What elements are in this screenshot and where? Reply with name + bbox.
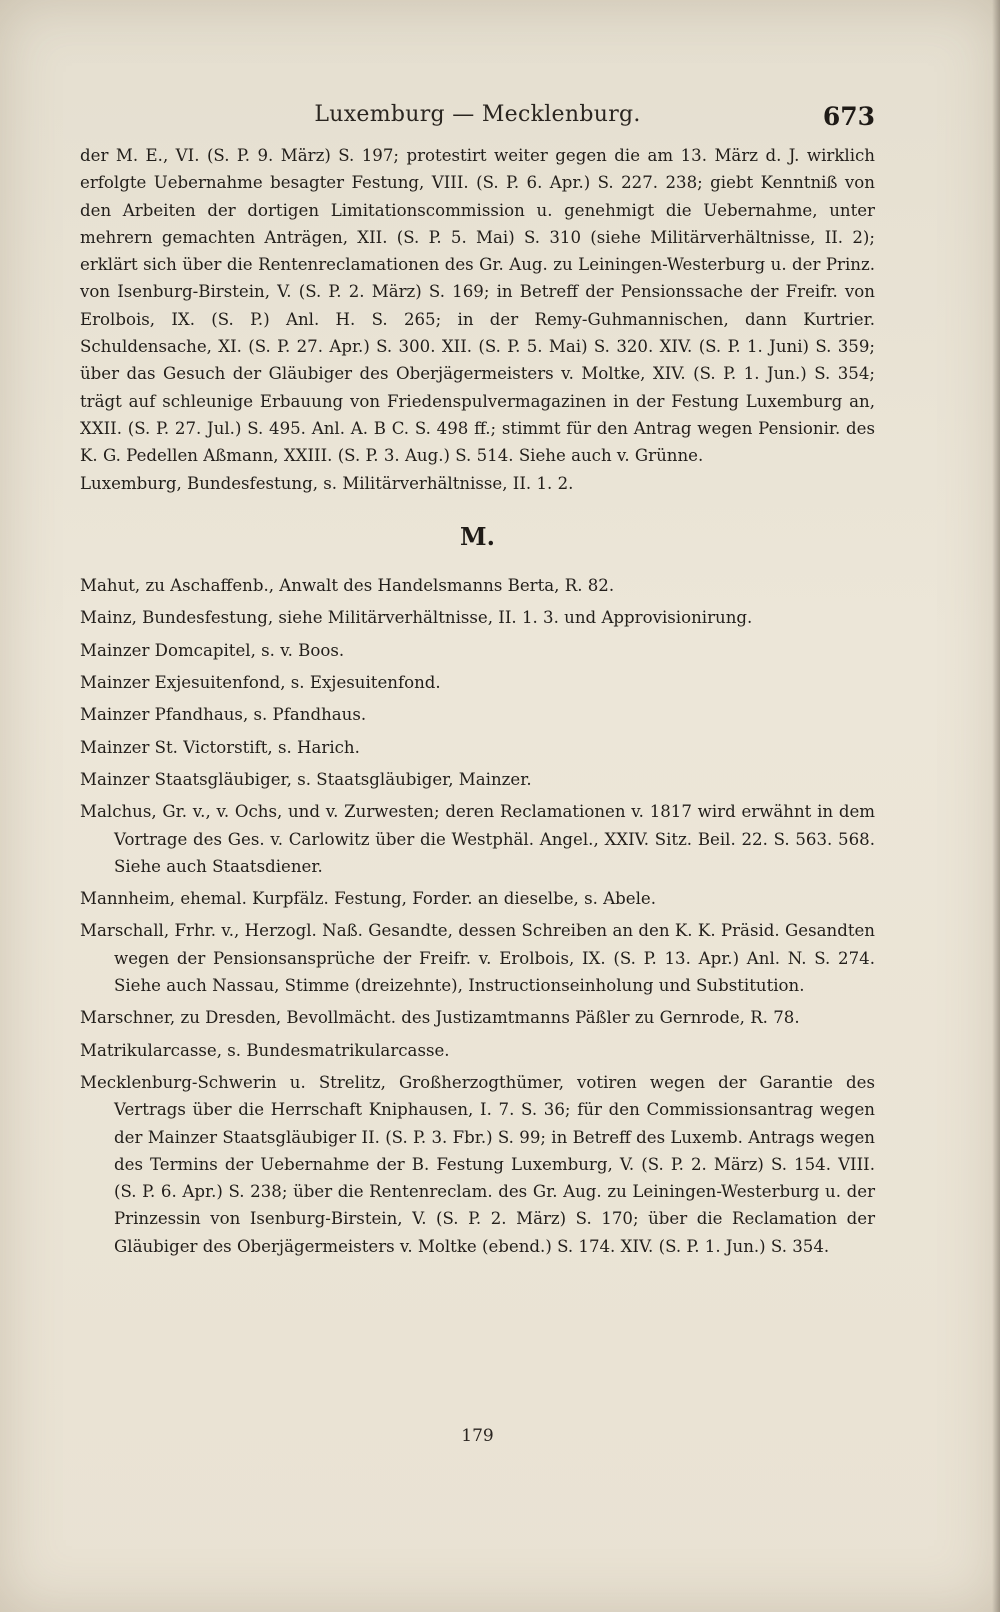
- index-entry: Mainzer Exjesuitenfond, s. Exjesuitenfond.: [80, 673, 441, 693]
- index-entry: Mainzer Domcapitel, s. v. Boos.: [80, 640, 345, 660]
- index-entry: Marschall, Frhr. v., Herzogl. Naß. Gesandte, dessen Schreiben an den K. K. Präsid. Gesandten wegen der Pensionsansprüche der Freifr. v. Erolbois, IX. (S. P. 13. Apr.) Anl. N. S. 274. Siehe auch Nassau, Stimme (dreizehnte), Instructionseinholung und Substitution.: [80, 921, 875, 996]
- index-entry: Mainzer St. Victorstift, s. Harich.: [80, 737, 360, 757]
- index-entry: Malchus, Gr. v., v. Ochs, und v. Zurwesten; deren Reclamationen v. 1817 wird erwähnt in dem Vortrage des Ges. v. Carlowitz über die Westphäl. Angel., XXIV. Sitz. Beil. 22. S. 563. 568. Siehe auch Staatsdiener.: [80, 802, 875, 876]
- section-letter: M.: [460, 521, 495, 551]
- index-body: [80, 142, 875, 1260]
- page-header: [80, 98, 875, 138]
- running-title: Luxemburg — Mecklenburg.: [314, 102, 641, 127]
- index-entry: Mainzer Staatsgläubiger, s. Staatsgläubiger, Mainzer.: [80, 769, 532, 789]
- index-entry: Matrikularcasse, s. Bundesmatrikularcasse.: [80, 1040, 450, 1060]
- index-entry-luxemburg: Luxemburg, Bundesfestung, s. Militärverhältnisse, II. 1. 2.: [80, 473, 574, 493]
- continuation-entry: der M. E., VI. (S. P. 9. März) S. 197; protestirt weiter gegen die am 13. März d. J. wirklich erfolgte Uebernahme besagter Festung, VIII. (S. P. 6. Apr.) S. 227. 238; giebt Kenntniß von den Arbeiten der dortigen Limitationscommission u. genehmigt die Uebernahme, unter mehrern gemachten Anträgen, XII. (S. P. 5. Mai) S. 310 (siehe Militärverhältnisse, II. 2); erklärt sich über die Rentenreclamationen des Gr. Aug. zu Leiningen-Westerburg u. der Prinz. von Isenburg-Birstein, V. (S. P. 2. März) S. 169; in Betreff der Pensionssache der Freifr. von Erolbois, IX. (S. P.) Anl. H. S. 265; in der Remy-Guhmannischen, dann Kurtrier. Schuldensache, XI. (S. P. 27. Apr.) S. 300. XII. (S. P. 5. Mai) S. 320. XIV. (S. P. 1. Juni) S. 359; über das Gesuch der Gläubiger des Oberjägermeisters v. Moltke, XIV. (S. P. 1. Jun.) S. 354; trägt auf schleunige Erbauung von Friedenspulvermagazinen in der Festung Luxemburg an, XXII. (S. P. 27. Jul.) S. 495. Anl. A. B C. S. 498 ff.; stimmt für den Antrag wegen Pensionir. des K. G. Pedellen Aßmann, XXIII. (S. P. 3. Aug.) S. 514. Siehe auch v. Grünne.: [80, 146, 875, 466]
- index-entry: Mecklenburg-Schwerin u. Strelitz, Großherzogthümer, votiren wegen der Garantie des Vertrags über die Herrschaft Kniphausen, I. 7. S. 36; für den Commissionsantrag wegen der Mainzer Staatsgläubiger II. (S. P. 3. Fbr.) S. 99; in Betreff des Luxemb. Antrags wegen des Termins der Uebernahme der B. Festung Luxemburg, V. (S. P. 2. März) S. 154. VIII. (S. P. 6. Apr.) S. 238; über die Rentenreclam. des Gr. Aug. zu Leiningen-Westerburg u. der Prinzessin von Isenburg-Birstein, V. (S. P. 2. März) S. 170; über die Reclamation der Gläubiger des Oberjägermeisters v. Moltke (ebend.) S. 174. XIV. (S. P. 1. Jun.) S. 354.: [80, 1072, 875, 1256]
- index-entry: Marschner, zu Dresden, Bevollmächt. des Justizamtmanns Päßler zu Gernrode, R. 78.: [80, 1008, 800, 1028]
- page-number: 673: [822, 102, 875, 131]
- index-entry: Mainz, Bundesfestung, siehe Militärverhältnisse, II. 1. 3. und Approvisionirung.: [80, 608, 753, 628]
- signature-mark: 179: [461, 1426, 494, 1446]
- index-entry: Mannheim, ehemal. Kurpfälz. Festung, Forder. an dieselbe, s. Abele.: [80, 889, 656, 909]
- index-entry: Mahut, zu Aschaffenb., Anwalt des Handelsmanns Berta, R. 82.: [80, 576, 615, 596]
- index-entry: Mainzer Pfandhaus, s. Pfandhaus.: [80, 705, 367, 725]
